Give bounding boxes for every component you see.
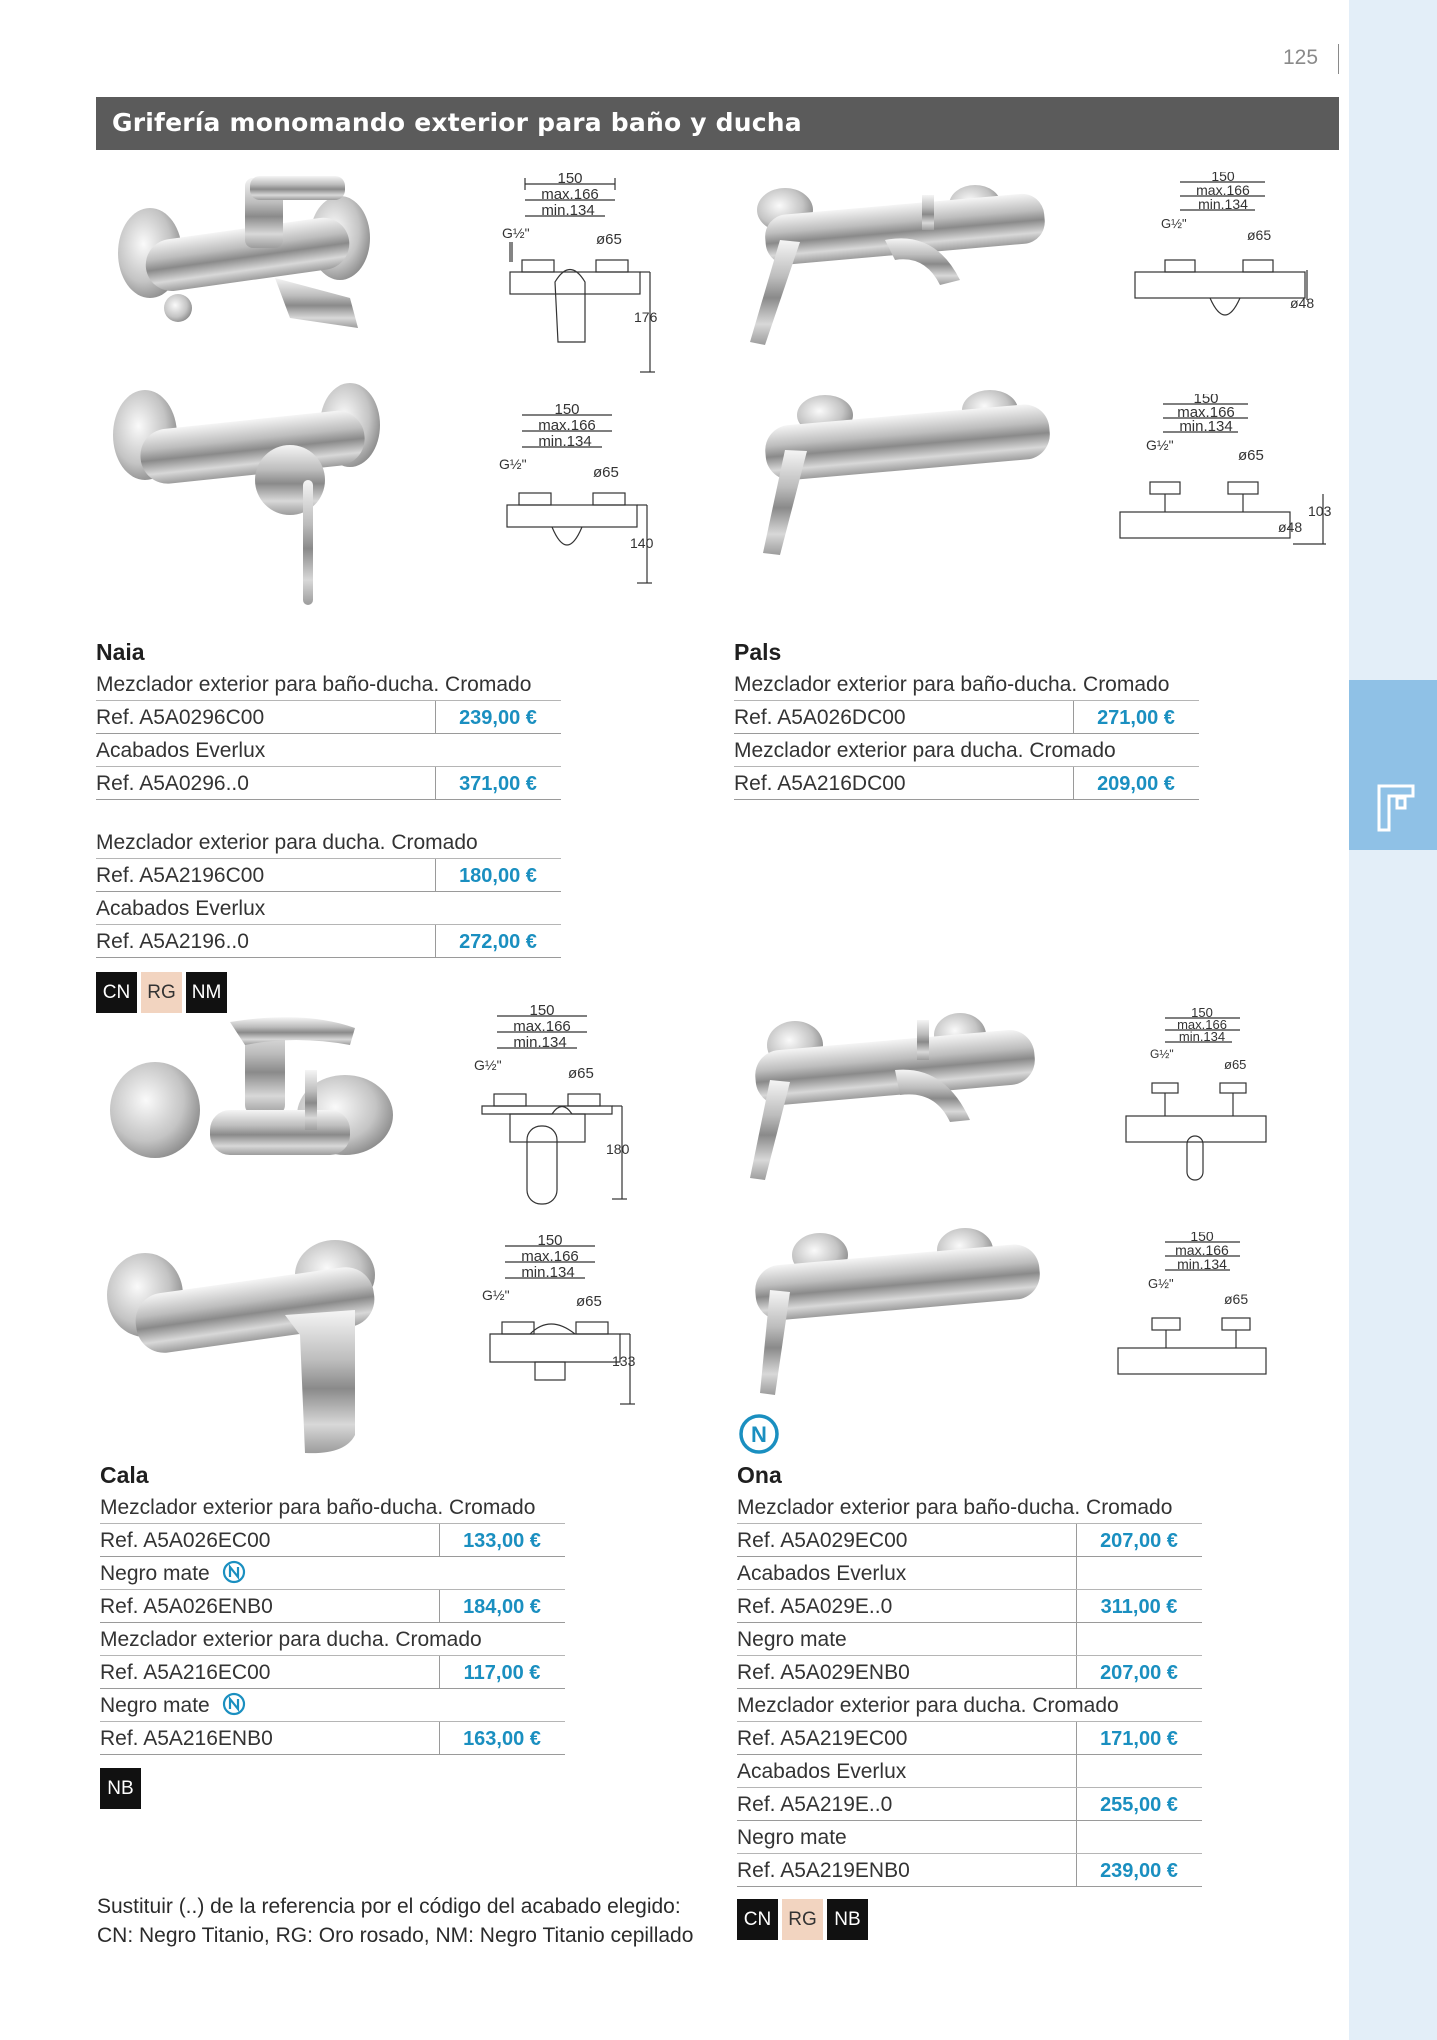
pals-bath-dimension-drawing — [1125, 172, 1325, 367]
dim-height: 133 — [612, 1353, 636, 1369]
footnote-line-1: Sustituir (..) de la referencia por el código del acabado elegido: — [97, 1895, 681, 1918]
dim-max: max.166 — [1175, 1242, 1229, 1258]
ref-label: Ref. A5A026ENB0 — [100, 1595, 273, 1618]
ref-label: Ref. A5A219ENB0 — [737, 1859, 910, 1882]
table-row — [96, 701, 561, 734]
dim-max: max.166 — [538, 417, 596, 434]
dim-height: 180 — [606, 1141, 630, 1157]
ref-label: Ref. A5A216ENB0 — [100, 1727, 273, 1750]
section-title: Grifería monomando exterior para baño y ducha — [112, 108, 802, 137]
row-label: Negro mate — [737, 1826, 847, 1849]
table-row — [737, 1491, 1202, 1524]
table-row — [96, 925, 561, 958]
table-row — [734, 767, 1199, 800]
cala-price-table — [100, 1491, 565, 1755]
table-row — [100, 1722, 565, 1755]
dim-min: min.134 — [1177, 1256, 1227, 1272]
cala-shower-mixer-photo — [105, 1225, 405, 1460]
ona-price-table — [737, 1491, 1202, 1887]
table-row — [96, 892, 561, 925]
naia-shower-dimension-drawing — [497, 403, 667, 593]
dim-diameter: ø65 — [1224, 1057, 1247, 1072]
ref-label: Ref. A5A029E..0 — [737, 1595, 893, 1618]
finish-badge-nb: NB — [100, 1768, 141, 1809]
dim-min: min.134 — [1178, 1029, 1226, 1044]
row-label: Acabados Everlux — [737, 1562, 907, 1585]
table-row — [737, 1524, 1202, 1557]
ref-label: Ref. A5A029ENB0 — [737, 1661, 910, 1684]
dim-thread: G½" — [474, 1057, 502, 1073]
dim-thread: G½" — [499, 456, 527, 472]
price-value: 180,00 € — [459, 865, 537, 887]
row-label: Mezclador exterior para baño-ducha. Cromado — [96, 673, 532, 696]
dim-width: 150 — [1211, 172, 1235, 184]
price-value: 311,00 € — [1100, 1596, 1178, 1618]
row-label: Negro mate — [737, 1628, 847, 1651]
price-value: 209,00 € — [1097, 773, 1175, 795]
finish-badge-nm: NM — [186, 972, 227, 1013]
footnote-line-2: CN: Negro Titanio, RG: Oro rosado, NM: Negro Titanio cepillado — [97, 1924, 694, 1947]
ref-label: Ref. A5A2196C00 — [96, 864, 265, 887]
table-row — [100, 1524, 565, 1557]
naia-shower-mixer-photo — [100, 380, 410, 610]
price-value: 171,00 € — [1100, 1728, 1178, 1750]
dim-diameter: ø65 — [568, 1065, 594, 1082]
ref-label: Ref. A5A219E..0 — [737, 1793, 893, 1816]
row-label: Acabados Everlux — [96, 739, 266, 762]
table-row — [737, 1656, 1202, 1689]
dim-min: min.134 — [521, 1264, 575, 1281]
dim-diameter: ø65 — [1247, 227, 1272, 243]
naia-price-table — [96, 668, 561, 800]
dim-max: max.166 — [1177, 404, 1235, 421]
finish-badge-rg: RG — [782, 1899, 823, 1940]
dim-diameter: ø65 — [596, 231, 622, 248]
dim-pipe-diameter: ø48 — [1290, 295, 1315, 311]
dim-thread: G½" — [1161, 216, 1187, 231]
price-value: 207,00 € — [1100, 1530, 1178, 1552]
row-label: Acabados Everlux — [96, 897, 266, 920]
section-tab[interactable] — [1349, 680, 1437, 850]
table-row — [737, 1689, 1202, 1722]
dim-height: 140 — [630, 535, 654, 551]
product-name-cala: Cala — [100, 1462, 149, 1488]
pals-shower-mixer-photo — [745, 385, 1055, 560]
dim-width: 150 — [537, 1234, 563, 1249]
dim-width: 150 — [557, 172, 583, 187]
dim-max: max.166 — [1196, 182, 1250, 198]
table-row — [734, 701, 1199, 734]
table-row — [737, 1557, 1202, 1590]
table-row — [737, 1623, 1202, 1656]
dim-min: min.134 — [513, 1034, 567, 1051]
finish-code-footnote — [97, 1892, 693, 1950]
table-row — [96, 767, 561, 800]
finish-badge-cn: CN — [737, 1899, 778, 1940]
dim-height: 176 — [634, 309, 658, 325]
dim-width: 150 — [554, 403, 580, 418]
price-value: 133,00 € — [463, 1530, 541, 1552]
table-row — [737, 1788, 1202, 1821]
ref-label: Ref. A5A0296C00 — [96, 706, 265, 729]
table-row — [100, 1491, 565, 1524]
naia-shower-price-table — [96, 826, 561, 958]
ref-label: Ref. A5A2196..0 — [96, 930, 249, 953]
dim-min: min.134 — [1179, 418, 1233, 435]
dim-max: max.166 — [1177, 1017, 1227, 1032]
table-row — [96, 826, 561, 859]
ona-bath-dimension-drawing — [1120, 1008, 1290, 1183]
price-value: 255,00 € — [1100, 1794, 1178, 1816]
product-name-ona: Ona — [737, 1462, 782, 1488]
table-row — [96, 859, 561, 892]
ref-label: Ref. A5A026EC00 — [100, 1529, 271, 1552]
price-value: 239,00 € — [459, 707, 537, 729]
cala-bath-dimension-drawing — [472, 1004, 647, 1214]
row-label: Mezclador exterior para ducha. Cromado — [734, 739, 1116, 762]
ona-bath-mixer-photo — [745, 1010, 1040, 1185]
price-value: 163,00 € — [463, 1728, 541, 1750]
price-value: 207,00 € — [1100, 1662, 1178, 1684]
ona-finish-badges — [737, 1899, 868, 1940]
table-row — [737, 1821, 1202, 1854]
row-label: Mezclador exterior para ducha. Cromado — [100, 1628, 482, 1651]
finish-badge-rg: RG — [141, 972, 182, 1013]
faucet-icon — [1373, 780, 1417, 832]
ref-label: Ref. A5A219EC00 — [737, 1727, 908, 1750]
cala-bath-mixer-photo — [105, 1010, 405, 1190]
product-name-pals: Pals — [734, 639, 782, 665]
row-label: Negro mate — [100, 1562, 246, 1586]
finish-badge-nb: NB — [827, 1899, 868, 1940]
dim-diameter: ø65 — [576, 1293, 602, 1310]
row-label: Mezclador exterior para baño-ducha. Cromado — [734, 673, 1170, 696]
dim-thread: G½" — [1150, 1047, 1174, 1061]
table-row — [100, 1623, 565, 1656]
dim-thread: G½" — [482, 1287, 510, 1303]
page-number-rule — [1338, 44, 1339, 74]
naia-bath-mixer-photo — [100, 168, 410, 343]
ref-label: Ref. A5A216DC00 — [734, 772, 906, 795]
price-value: 271,00 € — [1097, 707, 1175, 729]
dim-pipe-diameter: ø48 — [1278, 519, 1303, 535]
naia-bath-dimension-drawing — [500, 172, 670, 377]
dim-max: max.166 — [541, 186, 599, 203]
dim-diameter: ø65 — [1224, 1291, 1249, 1307]
cala-shower-dimension-drawing — [480, 1234, 655, 1409]
table-row — [100, 1590, 565, 1623]
ref-label: Ref. A5A0296..0 — [96, 772, 249, 795]
side-margin-bar — [1349, 0, 1437, 2040]
page-number: 125 — [1283, 46, 1319, 69]
price-value: 371,00 € — [459, 773, 537, 795]
dim-width: 150 — [529, 1004, 555, 1019]
row-label: Negro mate — [100, 1694, 246, 1718]
table-row — [737, 1755, 1202, 1788]
dim-thread: G½" — [1146, 437, 1174, 453]
section-banner — [96, 97, 1339, 150]
dim-width: 150 — [1190, 1232, 1214, 1244]
new-icon — [222, 1560, 246, 1584]
price-value: 117,00 € — [463, 1662, 541, 1684]
dim-max: max.166 — [513, 1018, 571, 1035]
dim-min: min.134 — [541, 202, 595, 219]
pals-shower-dimension-drawing — [1108, 394, 1333, 569]
dim-min: min.134 — [538, 433, 592, 450]
dim-height: 103 — [1308, 503, 1332, 519]
product-name-naia: Naia — [96, 639, 145, 665]
price-value: 184,00 € — [463, 1596, 541, 1618]
dim-diameter: ø65 — [1238, 447, 1264, 464]
new-product-icon — [738, 1413, 780, 1455]
ref-label: Ref. A5A029EC00 — [737, 1529, 908, 1552]
new-icon — [222, 1692, 246, 1716]
dim-thread: G½" — [1148, 1276, 1174, 1291]
ona-shower-mixer-photo — [745, 1220, 1040, 1395]
row-label: Mezclador exterior para baño-ducha. Cromado — [100, 1496, 536, 1519]
dim-min: min.134 — [1198, 196, 1248, 212]
table-row — [737, 1590, 1202, 1623]
pals-price-table — [734, 668, 1199, 800]
finish-badge-cn: CN — [96, 972, 137, 1013]
table-row — [100, 1689, 565, 1722]
table-row — [737, 1722, 1202, 1755]
dim-diameter: ø65 — [593, 464, 619, 481]
naia-finish-badges — [96, 972, 227, 1013]
price-value: 272,00 € — [459, 931, 537, 953]
pals-bath-mixer-photo — [745, 180, 1055, 350]
price-value: 239,00 € — [1100, 1860, 1178, 1882]
row-label: Mezclador exterior para baño-ducha. Cromado — [737, 1496, 1173, 1519]
dim-max: max.166 — [521, 1248, 579, 1265]
table-row — [737, 1854, 1202, 1887]
ref-label: Ref. A5A216EC00 — [100, 1661, 271, 1684]
row-label: Acabados Everlux — [737, 1760, 907, 1783]
table-row — [734, 734, 1199, 767]
dim-width: 150 — [1193, 394, 1219, 407]
row-label: Mezclador exterior para ducha. Cromado — [737, 1694, 1119, 1717]
table-row — [96, 668, 561, 701]
row-label: Mezclador exterior para ducha. Cromado — [96, 831, 478, 854]
ref-label: Ref. A5A026DC00 — [734, 706, 906, 729]
svg-text:N: N — [751, 1422, 767, 1447]
table-row — [96, 734, 561, 767]
cala-finish-badges — [100, 1768, 141, 1809]
dim-width: 150 — [1191, 1008, 1213, 1020]
ona-shower-dimension-drawing — [1110, 1232, 1285, 1382]
table-row — [734, 668, 1199, 701]
dim-thread: G½" — [502, 225, 530, 241]
table-row — [100, 1656, 565, 1689]
table-row — [100, 1557, 565, 1590]
